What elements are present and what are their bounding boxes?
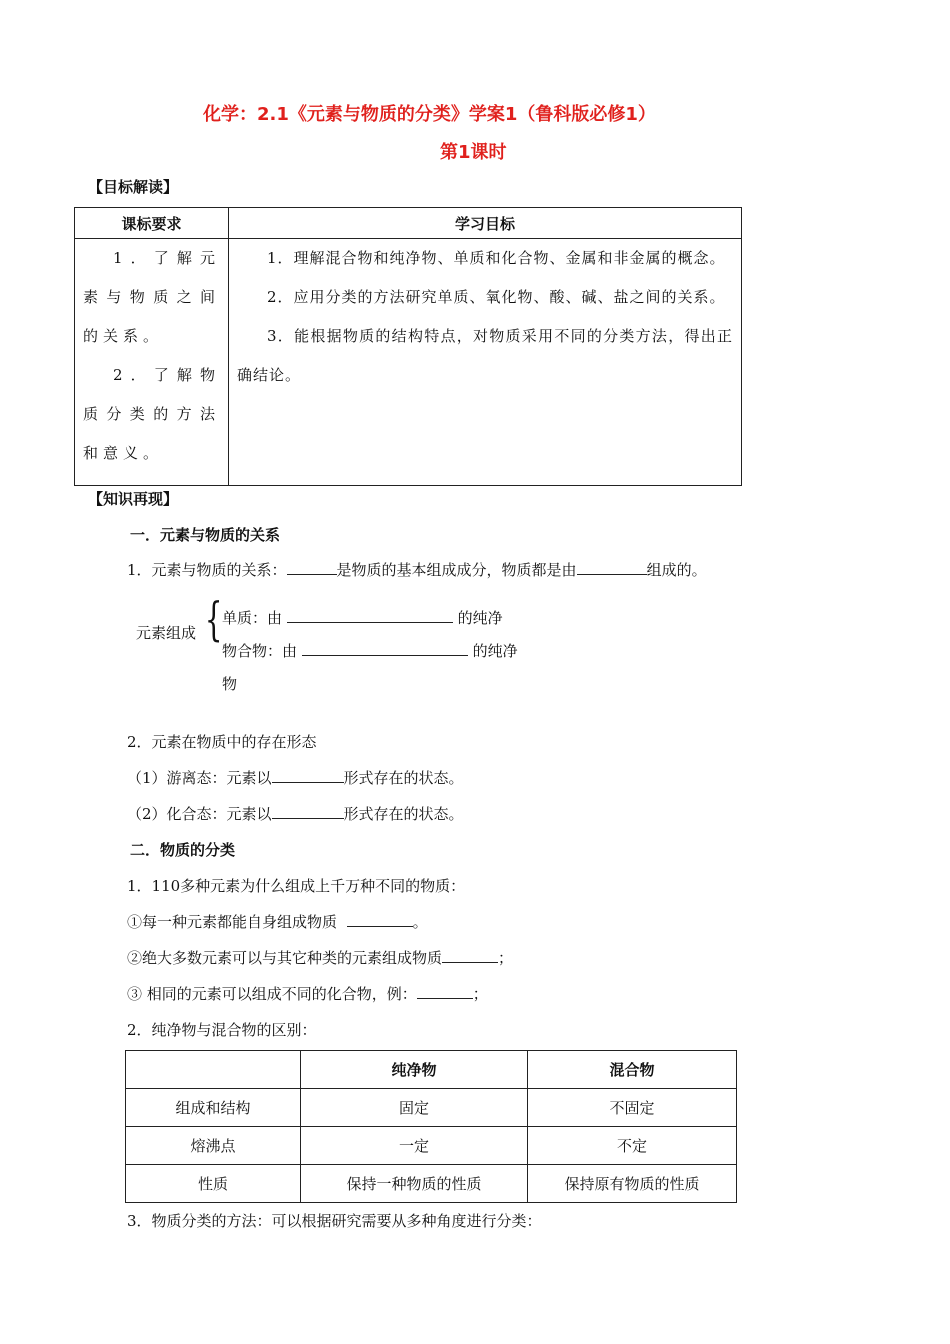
requirement-item: 2．了解物质分类的方法和意义。 bbox=[83, 366, 220, 462]
combined-state-line: （2）化合态：元素以 形式存在的状态。 bbox=[127, 805, 464, 823]
goal-item: 2．应用分类的方法研究单质、氧化物、酸、碱、盐之间的关系。 bbox=[267, 288, 726, 306]
table-cell: 熔沸点 bbox=[126, 1127, 301, 1165]
blank-line[interactable] bbox=[577, 560, 647, 575]
compound-line-tail: 物 bbox=[222, 675, 238, 693]
free-state-line: （1）游离态：元素以 形式存在的状态。 bbox=[127, 769, 464, 787]
table-cell: 不定 bbox=[528, 1127, 737, 1165]
table-row bbox=[126, 1051, 737, 1089]
goals-table bbox=[74, 207, 742, 486]
question-why-many-substances: 1．110多种元素为什么组成上千万种不同的物质： bbox=[127, 877, 466, 895]
part1-heading: 一．元素与物质的关系 bbox=[130, 526, 281, 544]
question-existence-forms: 2．元素在物质中的存在形态 bbox=[127, 733, 317, 751]
goal-item: 1．理解混合物和纯净物、单质和化合物、金属和非金属的概念。 bbox=[267, 249, 726, 267]
table-row bbox=[126, 1165, 737, 1203]
document-title: 化学：2.1《元素与物质的分类》学案1（鲁科版必修1） bbox=[203, 104, 656, 125]
blank-line[interactable] bbox=[417, 984, 473, 999]
table-header-cell: 纯净物 bbox=[301, 1051, 528, 1089]
table-header-cell bbox=[126, 1051, 301, 1089]
brace-icon: { bbox=[204, 592, 223, 646]
question-classification-methods: 3．物质分类的方法：可以根据研究需要从多种角度进行分类： bbox=[127, 1212, 542, 1230]
table-header-cell: 混合物 bbox=[528, 1051, 737, 1089]
table-cell: 一定 bbox=[301, 1127, 528, 1165]
question-pure-vs-mixture: 2．纯净物与混合物的区别： bbox=[127, 1021, 317, 1039]
section-heading-review: 【知识再现】 bbox=[88, 490, 179, 508]
table-row bbox=[126, 1089, 737, 1127]
table-cell: 不固定 bbox=[528, 1089, 737, 1127]
requirement-item: 1．了解元素与物质之间的关系。 bbox=[83, 249, 220, 345]
table-row bbox=[126, 1127, 737, 1165]
requirements-cell bbox=[75, 239, 229, 486]
section-heading-goals: 【目标解读】 bbox=[88, 178, 179, 196]
composition-label: 元素组成 bbox=[136, 624, 197, 642]
reason-3: ③ 相同的元素可以组成不同的化合物，例： ； bbox=[127, 985, 488, 1003]
reason-2: ②绝大多数元素可以与其它种类的元素组成物质 ； bbox=[127, 949, 514, 967]
blank-line[interactable] bbox=[272, 768, 344, 783]
simple-substance-line: 单质：由 的纯净 bbox=[222, 609, 503, 627]
table-cell: 固定 bbox=[301, 1089, 528, 1127]
reason-1: ①每一种元素都能自身组成物质 。 bbox=[127, 913, 428, 931]
blank-line[interactable] bbox=[287, 608, 453, 623]
document-subtitle: 第1课时 bbox=[440, 142, 507, 163]
goals-table-header-goals: 学习目标 bbox=[229, 208, 742, 239]
goals-table-header-requirements: 课标要求 bbox=[75, 208, 229, 239]
goal-item: 3．能根据物质的结构特点，对物质采用不同的分类方法，得出正确结论。 bbox=[237, 327, 733, 384]
table-cell: 性质 bbox=[126, 1165, 301, 1203]
table-cell: 保持原有物质的性质 bbox=[528, 1165, 737, 1203]
table-cell: 组成和结构 bbox=[126, 1089, 301, 1127]
comparison-table bbox=[125, 1050, 737, 1203]
part2-heading: 二．物质的分类 bbox=[130, 841, 236, 859]
blank-line[interactable] bbox=[272, 804, 344, 819]
compound-line: 物合物：由 的纯净 bbox=[222, 642, 518, 660]
goals-cell bbox=[229, 239, 742, 486]
blank-line[interactable] bbox=[302, 641, 468, 656]
blank-line[interactable] bbox=[347, 912, 413, 927]
table-cell: 保持一种物质的性质 bbox=[301, 1165, 528, 1203]
question-element-relation: 1．元素与物质的关系： 是物质的基本组成成分，物质都是由 组成的。 bbox=[127, 561, 707, 579]
blank-line[interactable] bbox=[442, 948, 498, 963]
blank-line[interactable] bbox=[287, 560, 337, 575]
